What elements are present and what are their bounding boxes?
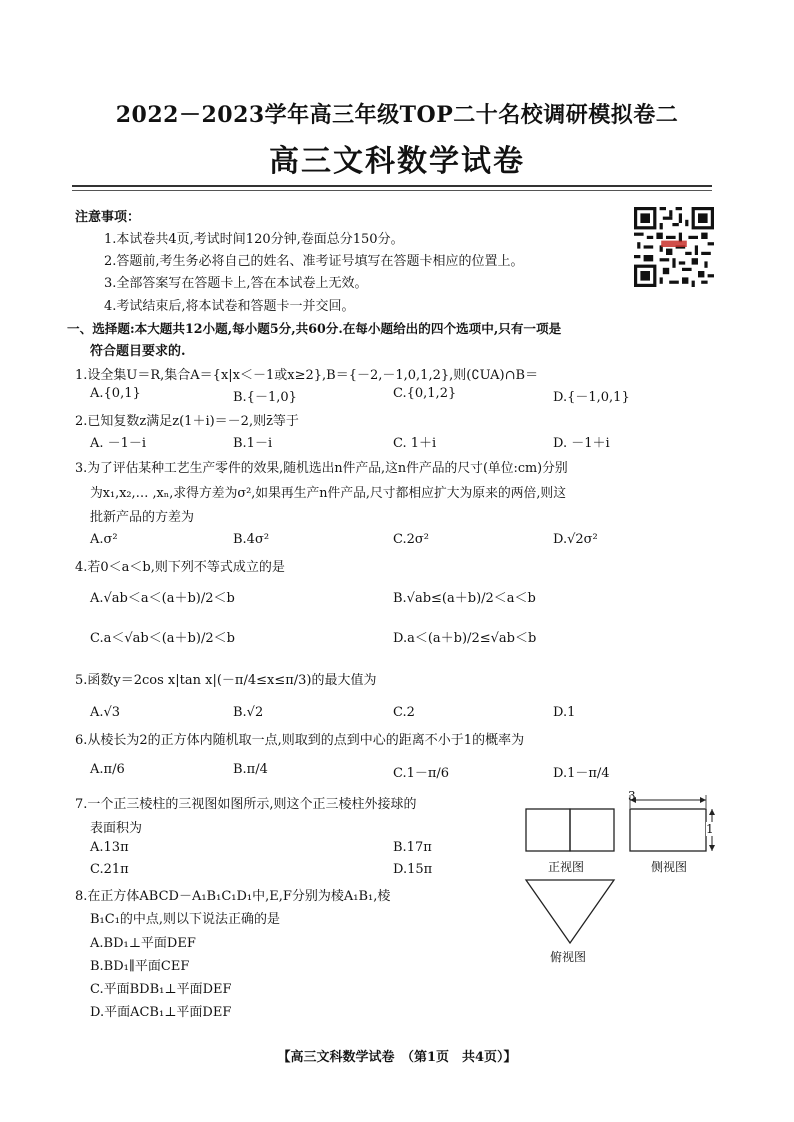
top-view-label: 俯视图 xyxy=(550,950,587,964)
question-8-stem-1: 8.在正方体ABCD－A₁B₁C₁D₁中,E,F分别为棱A₁B₁,棱 xyxy=(75,889,391,904)
question-3-option-a: A.σ² xyxy=(90,532,118,547)
question-5-option-b: B.√2 xyxy=(233,705,264,720)
question-7-stem-2: 表面积为 xyxy=(90,821,143,836)
question-8-stem-2: B₁C₁的中点,则以下说法正确的是 xyxy=(90,912,281,927)
question-6-option-c: C.1－π/6 xyxy=(393,766,450,781)
question-4-option-a: A.√ab＜a＜(a＋b)/2＜b xyxy=(90,591,235,606)
header-rule-thick xyxy=(72,185,712,187)
exam-title: 2022－2023学年高三年级TOP二十名校调研模拟卷二 xyxy=(115,102,679,128)
question-1-stem: 1.设全集U＝R,集合A＝{x|x＜－1或x≥2},B＝{－2,－1,0,1,2},则(∁UA)∩B＝ xyxy=(75,368,539,383)
qr-code-icon xyxy=(634,207,714,287)
question-7-option-c: C.21π xyxy=(90,862,129,877)
front-view-right-rect xyxy=(570,809,614,851)
notice-item-1: 1.本试卷共4页,考试时间120分钟,卷面总分150分。 xyxy=(104,232,404,247)
question-2-option-c: C. 1＋i xyxy=(393,436,437,451)
dimension-width-label: 3 xyxy=(628,789,636,803)
question-1-option-c: C.{0,1,2} xyxy=(393,386,457,401)
question-7-option-a: A.13π xyxy=(90,840,129,855)
question-3-stem-1: 3.为了评估某种工艺生产零件的效果,随机选出n件产品,这n件产品的尺寸(单位:cm)分别 xyxy=(75,461,568,476)
question-3-option-c: C.2σ² xyxy=(393,532,429,547)
question-1-option-a: A.{0,1} xyxy=(90,386,141,401)
notice-item-2: 2.答题前,考生务必将自己的姓名、准考证号填写在答题卡相应的位置上。 xyxy=(104,254,524,269)
question-6-stem: 6.从棱长为2的正方体内随机取一点,则取到的点到中心的距离不小于1的概率为 xyxy=(75,733,525,748)
question-7-option-d: D.15π xyxy=(393,862,433,877)
question-8-option-c: C.平面BDB₁⊥平面DEF xyxy=(90,982,232,997)
question-3-option-d: D.√2σ² xyxy=(553,532,598,547)
section-heading: 一、选择题:本大题共12小题,每小题5分,共60分.在每小题给出的四个选项中,只有一项是 xyxy=(67,321,562,336)
question-8-option-d: D.平面ACB₁⊥平面DEF xyxy=(90,1005,232,1020)
question-6-option-b: B.π/4 xyxy=(233,762,268,777)
header-rule-thin xyxy=(72,190,712,191)
question-2-stem: 2.已知复数z满足z(1＋i)＝－2,则z̄等于 xyxy=(75,414,299,429)
section-heading-cont: 符合题目要求的. xyxy=(90,344,186,359)
side-view-label: 侧视图 xyxy=(651,860,688,874)
question-1-option-b: B.{－1,0} xyxy=(233,390,297,405)
notice-heading: 注意事项： xyxy=(75,210,141,225)
question-8-option-a: A.BD₁⊥平面DEF xyxy=(90,936,196,951)
question-3-stem-2: 为x₁,x₂,… ,xₙ,求得方差为σ²,如果再生产n件产品,尺寸都相应扩大为原来的两倍,则这 xyxy=(90,486,567,501)
dimension-height-label: 1 xyxy=(706,822,714,836)
question-4-option-d: D.a＜(a＋b)/2≤√ab＜b xyxy=(393,631,537,646)
question-5-option-d: D.1 xyxy=(553,705,576,720)
question-1-option-d: D.{－1,0,1} xyxy=(553,390,630,405)
question-3-option-b: B.4σ² xyxy=(233,532,270,547)
question-4-option-c: C.a＜√ab＜(a＋b)/2＜b xyxy=(90,631,235,646)
question-4-option-b: B.√ab≤(a＋b)/2＜a＜b xyxy=(393,591,536,606)
front-view-label: 正视图 xyxy=(548,860,585,874)
question-2-option-d: D. －1＋i xyxy=(553,436,610,451)
question-6-option-d: D.1－π/4 xyxy=(553,766,610,781)
question-5-stem: 5.函数y＝2cos x|tan x|(－π/4≤x≤π/3)的最大值为 xyxy=(75,673,377,688)
top-view-triangle xyxy=(526,880,614,943)
front-view-left-rect xyxy=(526,809,570,851)
side-view-rect xyxy=(630,809,706,851)
question-5-option-c: C.2 xyxy=(393,705,415,720)
three-view-figure xyxy=(520,790,720,970)
question-5-option-a: A.√3 xyxy=(90,705,121,720)
question-2-option-a: A. －1－i xyxy=(90,436,147,451)
exam-subtitle: 高三文科数学试卷 xyxy=(269,144,525,179)
question-2-option-b: B.1－i xyxy=(233,436,273,451)
question-7-stem-1: 7.一个正三棱柱的三视图如图所示,则这个正三棱柱外接球的 xyxy=(75,797,417,812)
page-footer: 【高三文科数学试卷 （第1页 共4页）】 xyxy=(277,1050,517,1065)
notice-item-4: 4.考试结束后,将本试卷和答题卡一并交回。 xyxy=(104,299,355,314)
question-8-option-b: B.BD₁∥平面CEF xyxy=(90,959,190,974)
question-7-option-b: B.17π xyxy=(393,840,432,855)
question-4-stem: 4.若0＜a＜b,则下列不等式成立的是 xyxy=(75,560,285,575)
notice-item-3: 3.全部答案写在答题卡上,答在本试卷上无效。 xyxy=(104,276,368,291)
question-3-stem-3: 批新产品的方差为 xyxy=(90,510,195,525)
question-6-option-a: A.π/6 xyxy=(90,762,125,777)
